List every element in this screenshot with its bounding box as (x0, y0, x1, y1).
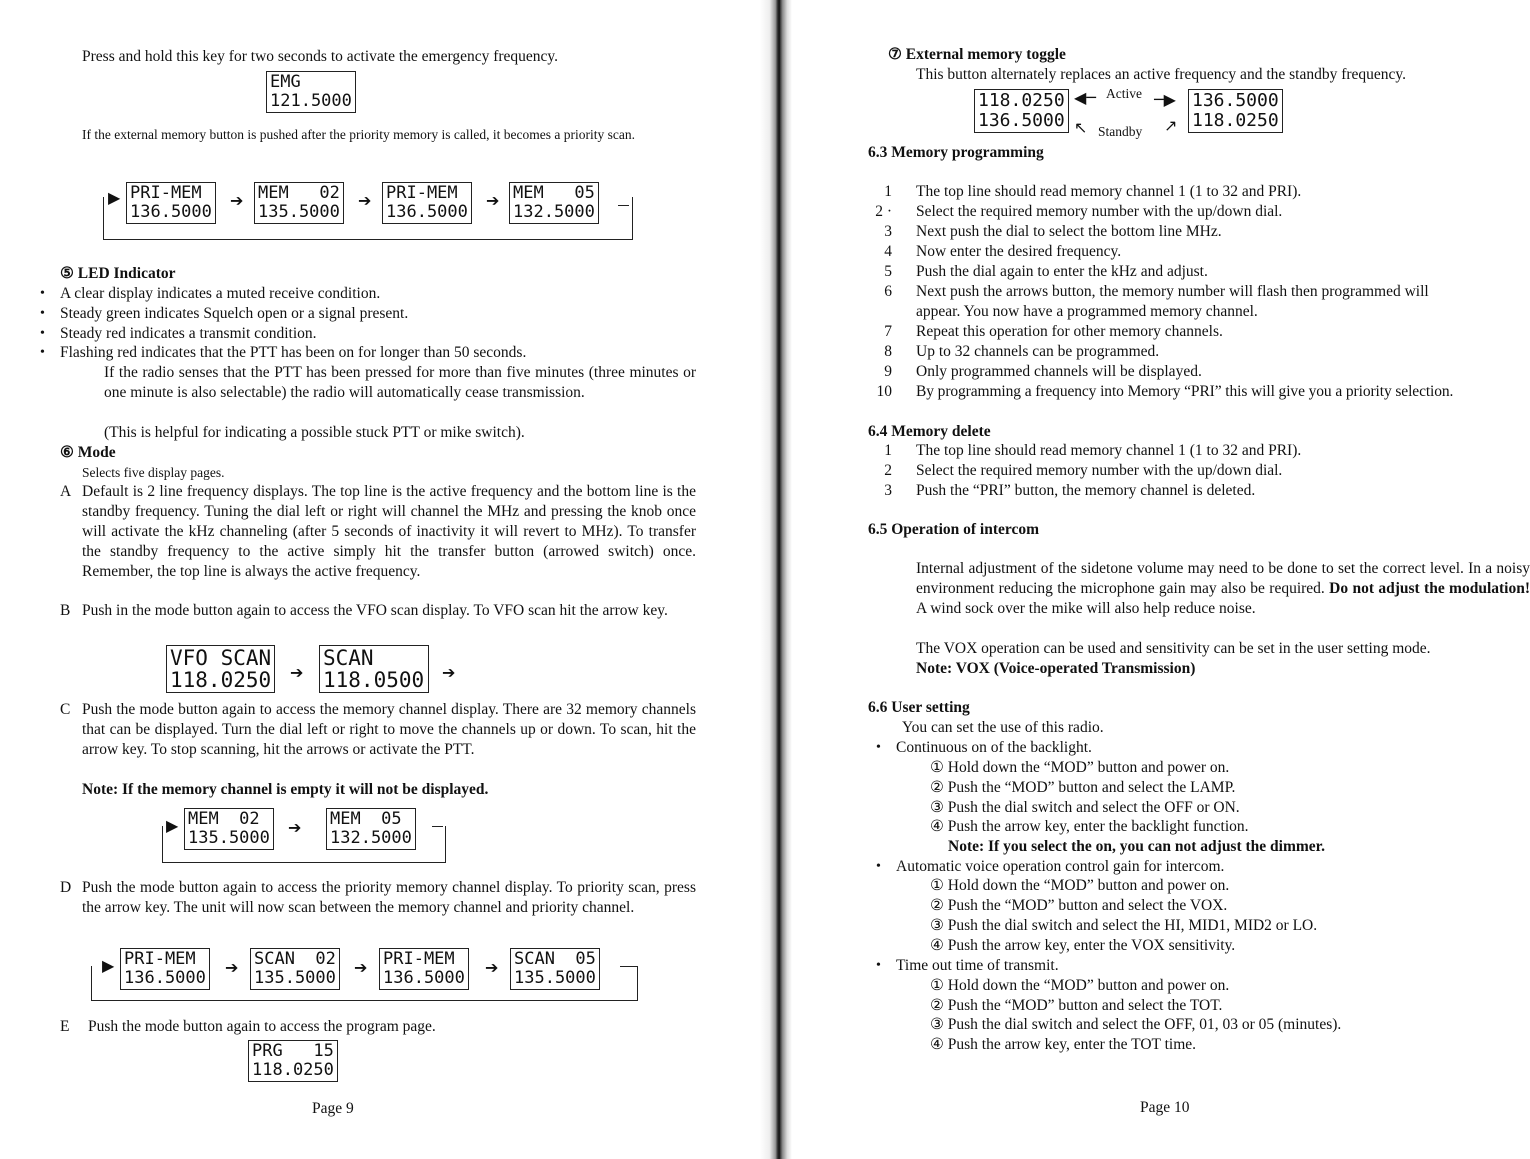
step-number: 8 (884, 343, 892, 360)
led-bullet: Flashing red indicates that the PTT has been on for longer than 50 seconds. (60, 344, 527, 361)
lcd-line: 132.5000 (330, 828, 412, 848)
mode-subtitle: Selects five display pages. (82, 465, 225, 480)
active-label: Active (1106, 86, 1142, 101)
led-bullet: Steady green indicates Squelch open or a signal present. (60, 305, 409, 322)
loop-line (432, 826, 443, 827)
ext-toggle-heading: ⑦ External memory toggle (888, 46, 1066, 63)
item-label: C (60, 701, 71, 718)
user-setting-intro: You can set the use of this radio. (902, 719, 1104, 736)
step-text: Push the dial again to enter the kHz and adjust. (916, 263, 1208, 280)
arrow-right-icon: ➔ (225, 958, 239, 977)
arrow-right-icon: ─▶ (1154, 90, 1176, 109)
group-title: Automatic voice operation control gain for intercom. (896, 858, 1225, 875)
mem-prog-heading: 6.3 Memory programming (868, 144, 1044, 161)
lcd-line: 118.0250 (1192, 110, 1279, 131)
prg-display (248, 1040, 338, 1082)
step-text: The top line should read memory channel 1 (1 to 32 and PRI). (916, 183, 1302, 200)
step-text: ① Hold down the “MOD” button and power on. (930, 759, 1230, 776)
mode-a-text: Default is 2 line frequency displays. The top line is the active frequency and the bottom line is the standby frequency. Tuning the dial left or right will channel the MHz and pressing the knob once will activate the kHz channeling (after 5 seconds of inactivity it will revert to MHz). To transfer the standby frequency to the active simply hit the transfer button (arrowed switch) once. Remember, the top line is always the active frequency. (82, 483, 696, 580)
step-text: ① Hold down the “MOD” button and power on. (930, 877, 1230, 894)
step-number: 2 · (875, 203, 892, 220)
item-label: E (60, 1018, 70, 1035)
led-detail: If the radio senses that the PTT has been pressed for more than five minutes (three minutes or one minute is also selectable) the radio will automatically cease transmission. (104, 364, 696, 401)
lcd-scan (319, 645, 429, 693)
step-text: Next push the dial to select the bottom line MHz. (916, 223, 1222, 240)
lcd-line: 121.5000 (270, 91, 352, 111)
led-detail-note: (This is helpful for indicating a possible stuck PTT or mike switch). (104, 424, 525, 441)
step-text: ① Hold down the “MOD” button and power on. (930, 977, 1230, 994)
step-text: Only programmed channels will be displayed. (916, 363, 1202, 380)
lcd-line: 135.5000 (258, 202, 340, 222)
lcd-before (974, 89, 1069, 133)
lcd-line: 136.5000 (978, 110, 1065, 131)
step-text: ③ Push the dial switch and select the OFF or ON. (930, 799, 1240, 816)
arrow-right-icon: ➔ (486, 191, 500, 210)
arrow-right-icon: ▶ (166, 816, 179, 835)
item-label: B (60, 602, 71, 619)
step-text: Next push the arrows button, the memory number will flash then programmed will (916, 283, 1429, 300)
arrow-right-icon: ➔ (485, 958, 499, 977)
step-text: ④ Push the arrow key, enter the TOT time. (930, 1036, 1197, 1053)
loop-line (618, 205, 629, 206)
led-bullet: Steady red indicates a transmit condition. (60, 325, 317, 342)
lcd-line: 118.0250 (978, 90, 1065, 111)
intercom-text: A wind sock over the mike will also help reduce noise. (916, 600, 1256, 617)
step-text: ② Push the “MOD” button and select the LAMP. (930, 779, 1236, 796)
mode-b-text: Push in the mode button again to access the VFO scan display. To VFO scan hit the arrow key. (82, 602, 668, 619)
lcd-line: SCAN 02 (254, 949, 336, 969)
arrow-up-left-icon: ↖ (1074, 118, 1088, 137)
arrow-right-icon: ➔ (358, 191, 372, 210)
emg-display (266, 71, 356, 113)
step-text: Now enter the desired frequency. (916, 243, 1122, 260)
loop-line (620, 966, 637, 967)
step-text: Push the “PRI” button, the memory channel is deleted. (916, 482, 1256, 499)
bullet-icon: • (876, 859, 881, 874)
lcd-line: MEM 05 (513, 183, 595, 203)
lcd-line: 132.5000 (513, 202, 595, 222)
lcd-line: SCAN 05 (514, 949, 596, 969)
backlight-note: Note: If you select the on, you can not adjust the dimmer. (948, 838, 1326, 855)
bullet-icon: • (876, 958, 881, 973)
lcd-line: PRI-MEM (124, 949, 196, 969)
step-text: By programming a frequency into Memory “PRI” this will give you a priority selection. (916, 383, 1454, 400)
arrow-right-icon: ➔ (290, 663, 304, 682)
arrow-left-icon: ◀─ (1074, 88, 1096, 107)
bullet-icon: • (40, 345, 45, 360)
step-text: ④ Push the arrow key, enter the backlight function. (930, 818, 1249, 835)
mem-delete-heading: 6.4 Memory delete (868, 423, 991, 440)
lcd-line: VFO SCAN (170, 646, 272, 670)
step-number: 5 (884, 263, 892, 280)
arrow-right-icon: ➔ (288, 818, 302, 837)
arrow-right-icon: ➔ (442, 663, 456, 682)
step-text: ③ Push the dial switch and select the OFF, 01, 03 or 05 (minutes). (930, 1016, 1342, 1033)
bullet-icon: • (40, 326, 45, 341)
step-text: Select the required memory number with the up/down dial. (916, 203, 1283, 220)
step-text: ③ Push the dial switch and select the HI, MID1, MID2 or LO. (930, 917, 1318, 934)
lcd-line: PRI-MEM (386, 183, 458, 203)
lcd-line: 136.5000 (124, 968, 206, 988)
led-bullet: A clear display indicates a muted receive condition. (60, 285, 381, 302)
step-number: 9 (884, 363, 892, 380)
loop-line (91, 966, 638, 1001)
item-label: A (60, 483, 72, 500)
lcd-vfo-scan (166, 645, 275, 693)
book-spine (760, 0, 792, 1159)
standby-label: Standby (1098, 124, 1143, 139)
mode-d-text: Push the mode button again to access the priority memory channel display. To priority scan, press the arrow key. The unit will now scan between the memory channel and priority channel. (82, 879, 696, 916)
lcd-line: 135.5000 (188, 828, 270, 848)
lcd-line: MEM 02 (188, 809, 260, 829)
page-10 (792, 0, 1530, 1159)
step-text: ④ Push the arrow key, enter the VOX sensitivity. (930, 937, 1236, 954)
lcd-line: 136.5000 (1192, 90, 1279, 111)
led-heading: ⑤ LED Indicator (60, 265, 176, 282)
step-text: ② Push the “MOD” button and select the VOX. (930, 897, 1228, 914)
vox-note: Note: VOX (Voice-operated Transmission) (916, 660, 1196, 677)
arrow-right-icon: ➔ (354, 958, 368, 977)
step-text: The top line should read memory channel 1 (1 to 32 and PRI). (916, 442, 1302, 459)
step-number: 1 (884, 442, 892, 459)
bullet-icon: • (40, 286, 45, 301)
step-number: 4 (884, 243, 892, 260)
bullet-icon: • (876, 740, 881, 755)
lcd-line: 118.0250 (170, 668, 272, 692)
step-text: Up to 32 channels can be programmed. (916, 343, 1160, 360)
step-text: ② Push the “MOD” button and select the TOT. (930, 997, 1223, 1014)
mode-heading: ⑥ Mode (60, 444, 116, 461)
group-title: Continuous on of the backlight. (896, 739, 1092, 756)
intercom-heading: 6.5 Operation of intercom (868, 521, 1040, 538)
step-number: 3 (884, 482, 892, 499)
lcd-after (1188, 89, 1283, 133)
step-text: Repeat this operation for other memory channels. (916, 323, 1223, 340)
page-number: Page 9 (312, 1100, 354, 1117)
user-setting-heading: 6.6 User setting (868, 699, 970, 716)
lcd-line: MEM 02 (258, 183, 340, 203)
step-number: 6 (884, 283, 892, 300)
loop-line (162, 826, 446, 863)
arrow-right-icon: ▶ (108, 188, 121, 207)
lcd-line: SCAN (323, 646, 374, 670)
bullet-icon: • (40, 306, 45, 321)
mode-c-text: Push the mode button again to access the memory channel display. There are 32 memory channels that can be displayed. Turn the dial left or right to move the channels up or down. To scan, hit the arrow key. To stop scanning, hit the arrows or activate the PTT. (82, 701, 696, 758)
intercom-text: Internal adjustment of the sidetone volume may need to be done to set the correct level. In a noisy environment reducing the microphone gain may also be required. (916, 560, 1530, 597)
lcd-line: PRI-MEM (130, 183, 202, 203)
lcd-line: 135.5000 (254, 968, 336, 988)
lcd-line: 136.5000 (130, 202, 212, 222)
intercom-warning: Do not adjust the modulation! (1329, 580, 1530, 597)
step-number: 7 (884, 323, 892, 340)
step-text: appear. You now have a programmed memory channel. (916, 303, 1258, 320)
ext-toggle-text: This button alternately replaces an active frequency and the standby frequency. (916, 66, 1407, 83)
lcd-line: EMG (270, 72, 301, 92)
page-9 (0, 0, 760, 1159)
mode-c-note: Note: If the memory channel is empty it will not be displayed. (82, 781, 489, 798)
lcd-line: PRI-MEM (383, 949, 455, 969)
item-label: D (60, 879, 72, 896)
step-number: 10 (876, 383, 892, 400)
page-number: Page 10 (1140, 1099, 1190, 1116)
mode-e-text: Push the mode button again to access the program page. (88, 1018, 436, 1035)
loop-line (103, 197, 633, 240)
intercom-paragraph (916, 559, 1530, 619)
priority-note: If the external memory button is pushed after the priority memory is called, it becomes a priority scan. (82, 127, 635, 142)
step-number: 2 (884, 462, 892, 479)
vox-paragraph: The VOX operation can be used and sensitivity can be set in the user setting mode. (916, 640, 1431, 657)
step-number: 1 (884, 183, 892, 200)
lcd-line: MEM 05 (330, 809, 402, 829)
step-text: Select the required memory number with the up/down dial. (916, 462, 1283, 479)
emergency-intro: Press and hold this key for two seconds to activate the emergency frequency. (82, 48, 559, 65)
group-title: Time out time of transmit. (896, 957, 1059, 974)
lcd-line: 136.5000 (383, 968, 465, 988)
step-number: 3 (884, 223, 892, 240)
lcd-line: PRG 15 (252, 1041, 334, 1061)
arrow-right-icon: ➔ (230, 191, 244, 210)
arrow-right-icon: ▶ (102, 956, 115, 975)
lcd-line: 135.5000 (514, 968, 596, 988)
lcd-line: 136.5000 (386, 202, 468, 222)
lcd-line: 118.0500 (323, 668, 425, 692)
arrow-up-right-icon: ↗ (1164, 116, 1178, 135)
lcd-line: 118.0250 (252, 1060, 334, 1080)
